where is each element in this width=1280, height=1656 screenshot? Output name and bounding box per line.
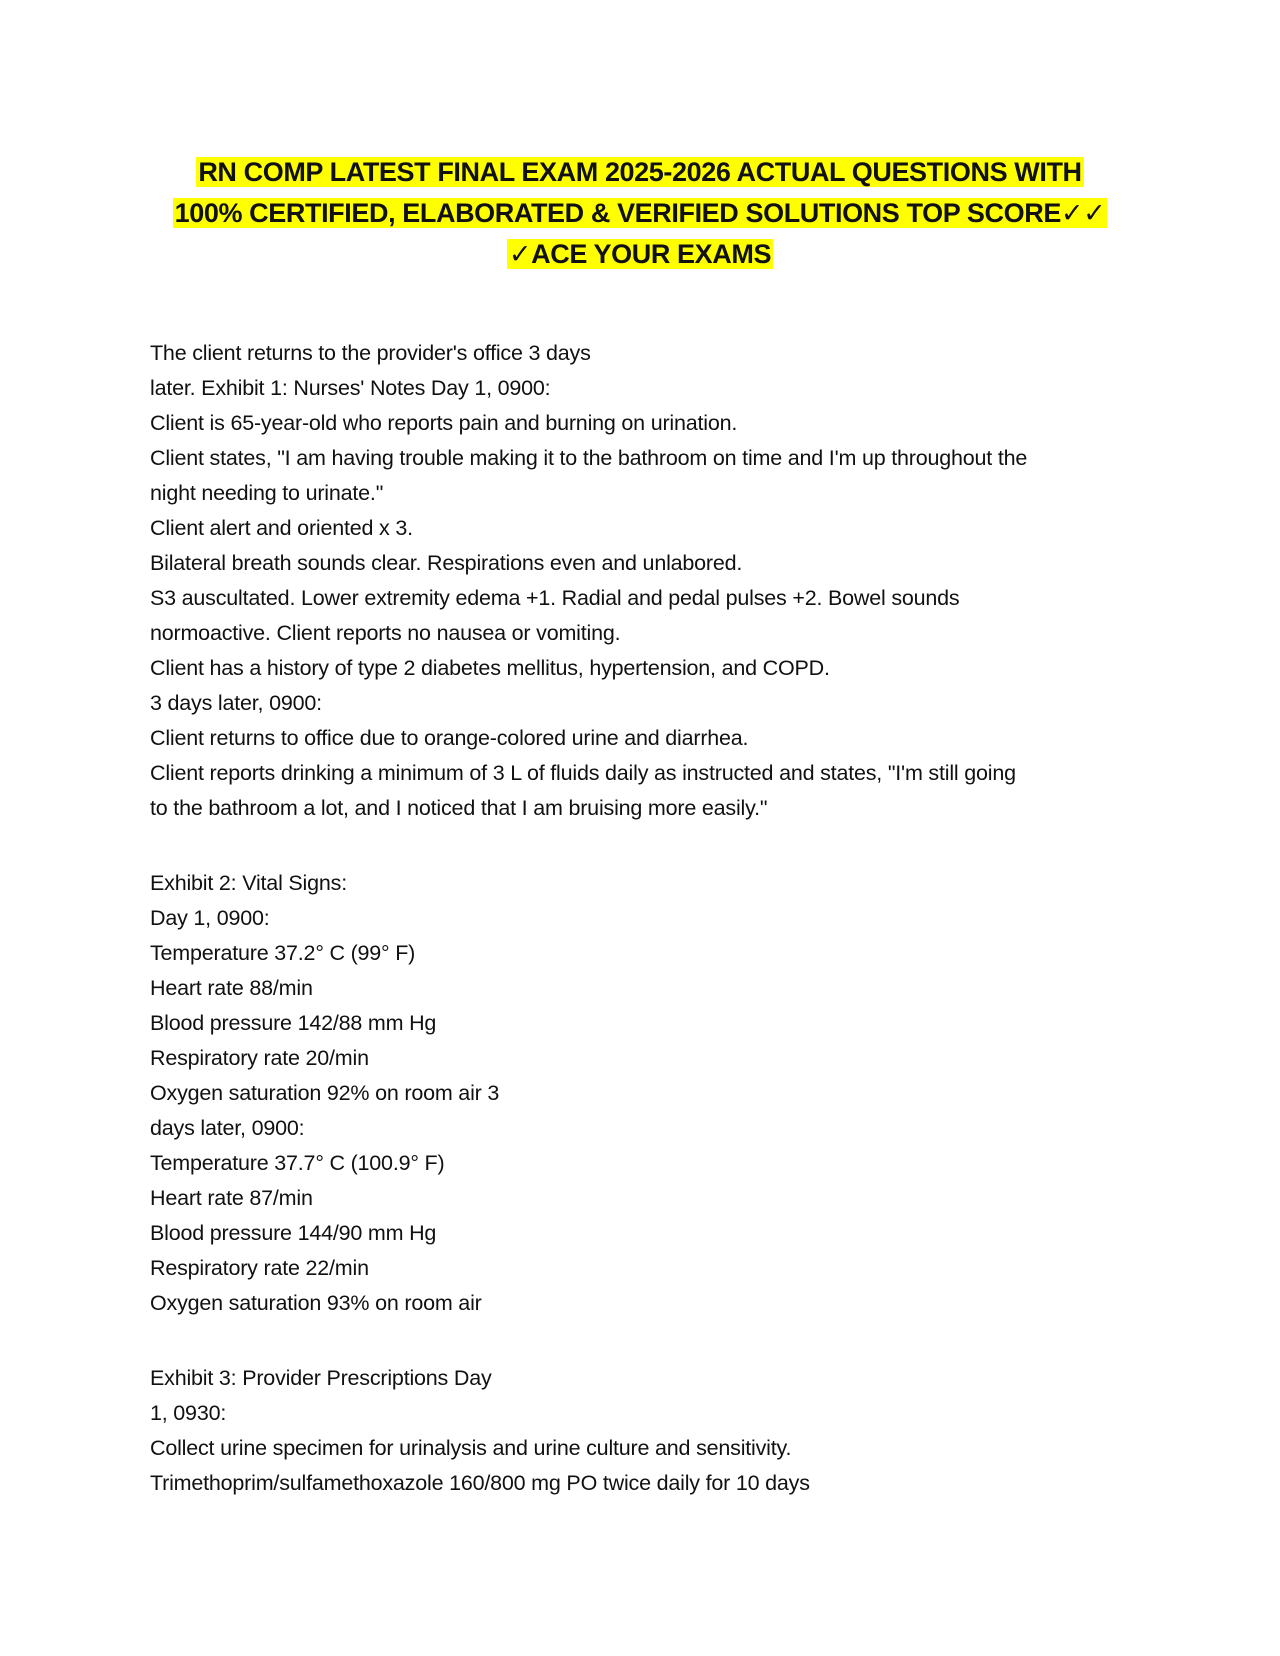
text-line: Oxygen saturation 93% on room air [150, 1291, 482, 1315]
title-line-1-text: RN COMP LATEST FINAL EXAM 2025-2026 ACTUAL QUESTIONS WITH [198, 157, 1082, 187]
text-line: S3 auscultated. Lower extremity edema +1. Radial and pedal pulses +2. Bowel sounds [150, 586, 960, 610]
text-line: Client has a history of type 2 diabetes mellitus, hypertension, and COPD. [150, 656, 830, 680]
text-line: Respiratory rate 22/min [150, 1256, 369, 1280]
text-line: Trimethoprim/sulfamethoxazole 160/800 mg PO twice daily for 10 days [150, 1471, 810, 1495]
title-line-3-text: ✓ACE YOUR EXAMS [508, 239, 772, 269]
text-line: Bilateral breath sounds clear. Respirations even and unlabored. [150, 551, 743, 575]
title-line-2 [140, 193, 1140, 234]
text-line: Client is 65-year-old who reports pain and burning on urination. [150, 411, 738, 435]
text-line: Client states, "I am having trouble making it to the bathroom on time and I'm up throughout the [150, 446, 1028, 470]
text-line: Client reports drinking a minimum of 3 L of fluids daily as instructed and states, "I'm still going [150, 761, 1016, 785]
text-line: Temperature 37.2° C (99° F) [150, 941, 416, 965]
document-title [140, 152, 1140, 275]
text-line: Day 1, 0900: [150, 906, 270, 930]
text-line: Client returns to office due to orange-colored urine and diarrhea. [150, 726, 749, 750]
text-line: normoactive. Client reports no nausea or vomiting. [150, 621, 621, 645]
text-line: Oxygen saturation 92% on room air 3 [150, 1081, 500, 1105]
title-line-2-text: 100% CERTIFIED, ELABORATED & VERIFIED SOLUTIONS TOP SCORE✓✓ [174, 198, 1106, 228]
title-line-3 [140, 234, 1140, 275]
text-line: Collect urine specimen for urinalysis and urine culture and sensitivity. [150, 1436, 792, 1460]
text-line: Heart rate 88/min [150, 976, 313, 1000]
text-line: Temperature 37.7° C (100.9° F) [150, 1151, 445, 1175]
text-line: days later, 0900: [150, 1116, 305, 1140]
nurses-notes-section [150, 336, 1150, 826]
text-line: Exhibit 2: Vital Signs: [150, 871, 347, 895]
text-line: Respiratory rate 20/min [150, 1046, 369, 1070]
text-line: to the bathroom a lot, and I noticed that I am bruising more easily." [150, 796, 768, 820]
text-line: The client returns to the provider's office 3 days [150, 341, 591, 365]
title-line-1 [140, 152, 1140, 193]
provider-prescriptions-section [150, 1361, 1150, 1501]
text-line: 3 days later, 0900: [150, 691, 322, 715]
text-line: Blood pressure 142/88 mm Hg [150, 1011, 437, 1035]
text-line: Heart rate 87/min [150, 1186, 313, 1210]
vital-signs-section [150, 866, 1150, 1321]
text-line: Exhibit 3: Provider Prescriptions Day [150, 1366, 492, 1390]
text-line: Client alert and oriented x 3. [150, 516, 413, 540]
text-line: night needing to urinate." [150, 481, 384, 505]
text-line: Blood pressure 144/90 mm Hg [150, 1221, 437, 1245]
text-line: later. Exhibit 1: Nurses' Notes Day 1, 0900: [150, 376, 551, 400]
text-line: 1, 0930: [150, 1401, 227, 1425]
